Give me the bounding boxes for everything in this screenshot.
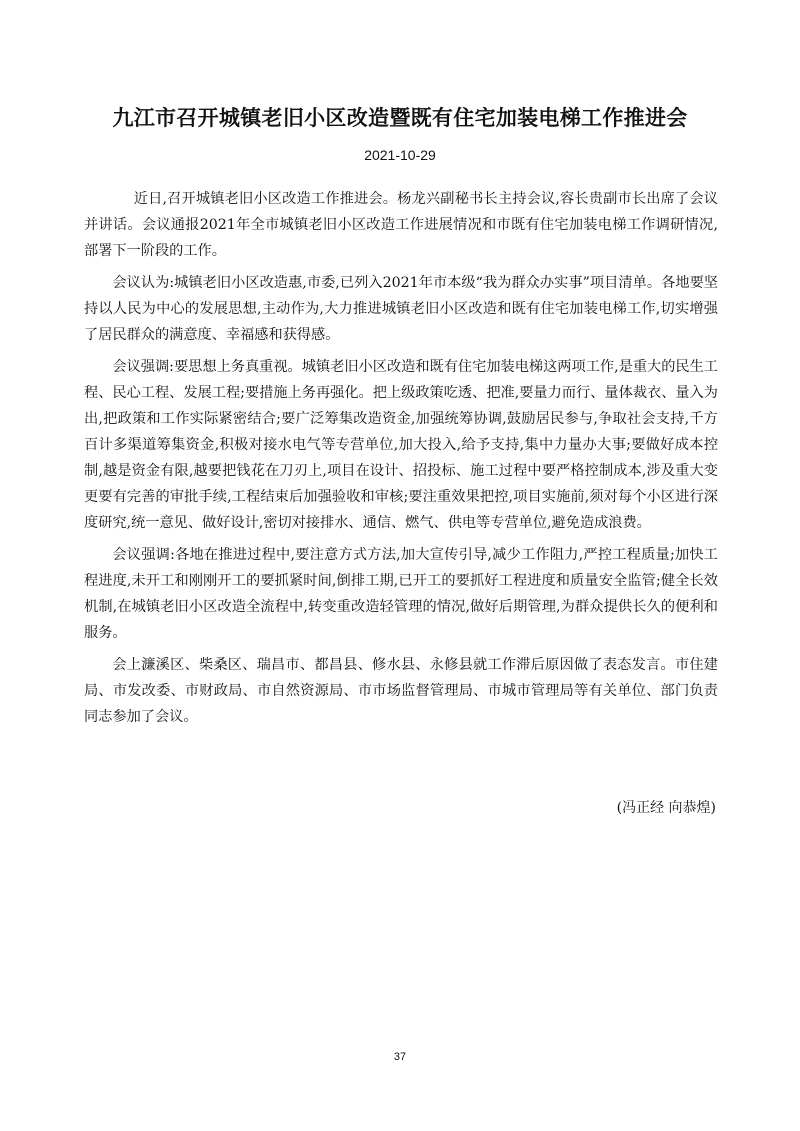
page-number: 37 <box>393 1051 407 1063</box>
article-body <box>84 186 718 730</box>
paragraph-4: 会议强调:各地在推进过程中,要注意方式方法,加大宣传引导,减少工作阻力,严控工程质量;加快工程进度,未开工和刚刚开工的要抓紧时间,倒排工期,已开工的要抓好工程进度和质量安全监管;健全长效机制,在城镇老旧小区改造全流程中,转变重改造轻管理的情况,做好后期管理,为群众提供长久的便利和服务。 <box>84 547 718 641</box>
author-byline: (冯正经 向恭煌) <box>616 800 716 816</box>
article-title: 九江市召开城镇老旧小区改造暨既有住宅加装电梯工作推进会 <box>112 105 688 130</box>
paragraph-5: 会上濂溪区、柴桑区、瑞昌市、都昌县、修水县、永修县就工作滞后原因做了表态发言。市住建局、市发改委、市财政局、市自然资源局、市市场监督管理局、市城市管理局等有关单位、部门负责同志参加了会议。 <box>84 657 718 725</box>
paragraph-1: 近日,召开城镇老旧小区改造工作推进会。杨龙兴副秘书长主持会议,容长贵副市长出席了会议并讲话。会议通报2021年全市城镇老旧小区改造工作进展情况和市既有住宅加装电梯工作调研情况,部署下一阶段的工作。 <box>84 191 718 259</box>
paragraph-3: 会议强调:要思想上务真重视。城镇老旧小区改造和既有住宅加装电梯这两项工作,是重大的民生工程、民心工程、发展工程;要措施上务再强化。把上级政策吃透、把准,要量力而行、量体裁衣、量入为出,把政策和工作实际紧密结合;要广泛筹集改造资金,加强统筹协调,鼓励居民参与,争取社会支持,千方百计多渠道筹集资金,积极对接水电气等专营单位,加大投入,给予支持,集中力量办大事;要做好成本控制,越是资金有限,越要把钱花在刀刃上,项目在设计、招投标、施工过程中要严格控制成本,涉及重大变更要有完善的审批手续,工程结束后加强验收和审核;要注重效果把控,项目实施前,须对每个小区进行深度研究,统一意见、做好设计,密切对接排水、通信、燃气、供电等专营单位,避免造成浪费。 <box>84 359 718 531</box>
article-date: 2021-10-29 <box>364 147 436 163</box>
paragraph-2: 会议认为:城镇老旧小区改造惠,市委,已列入2021年市本级“我为群众办实事”项目清单。各地要坚持以人民为中心的发展思想,主动作为,大力推进城镇老旧小区改造和既有住宅加装电梯工作,切实增强了居民群众的满意度、幸福感和获得感。 <box>84 275 718 343</box>
